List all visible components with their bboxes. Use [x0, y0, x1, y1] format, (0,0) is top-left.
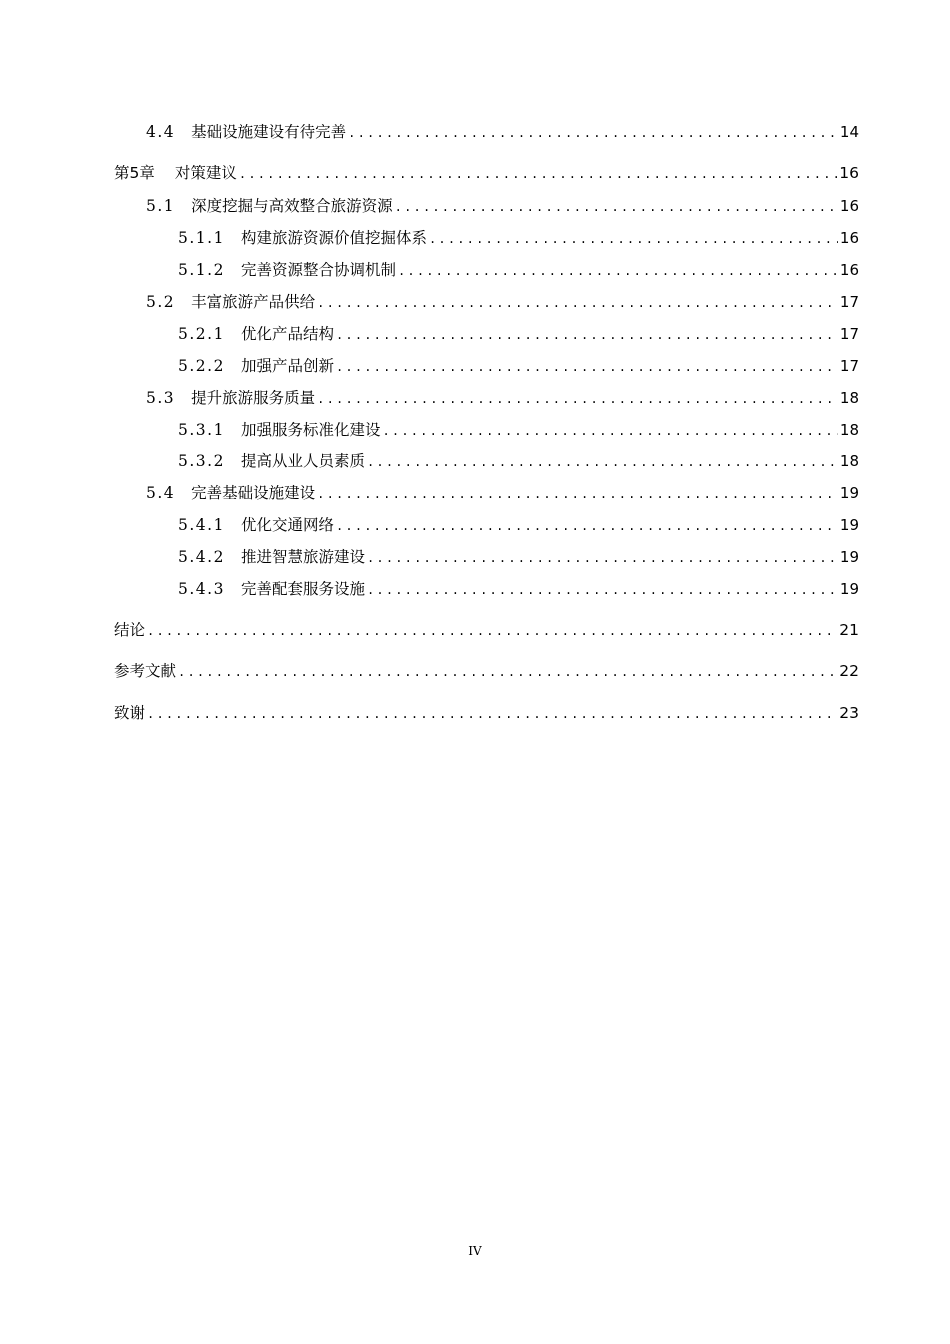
- toc-entry-page: 14: [839, 123, 859, 141]
- toc-entry-page: 23: [839, 704, 859, 722]
- toc-entry-page: 18: [839, 389, 859, 407]
- toc-entry-number: 5.1: [146, 197, 176, 215]
- toc-dot-leader: [367, 545, 838, 570]
- toc-entry-title: 优化产品结构: [240, 325, 334, 343]
- toc-entry-acknowledgements[interactable]: [114, 700, 859, 726]
- toc-entry-number: 5.1.1: [178, 229, 225, 247]
- toc-dot-leader: [367, 577, 838, 602]
- toc-entry-title: 深度挖掘与高效整合旅游资源: [191, 197, 393, 215]
- toc-entry-5-3-2[interactable]: [178, 448, 859, 474]
- toc-dot-leader: [317, 386, 838, 411]
- toc-entry-number: 第5章: [114, 164, 155, 182]
- toc-entry-number: 5.4.3: [178, 580, 225, 598]
- toc-entry-title: 加强产品创新: [240, 357, 334, 375]
- toc-dot-leader: [395, 194, 838, 219]
- toc-entry-5-4-3[interactable]: [178, 576, 859, 602]
- toc-dot-leader: [336, 354, 838, 379]
- toc-entry-references[interactable]: [114, 658, 859, 684]
- toc-entry-page: 18: [839, 452, 859, 470]
- toc-entry-5-1[interactable]: [146, 193, 859, 219]
- toc-entry-page: 19: [839, 580, 859, 598]
- toc-entry-title: 推进智慧旅游建设: [240, 548, 365, 566]
- toc-dot-leader: [429, 226, 838, 251]
- toc-entry-page: 19: [839, 516, 859, 534]
- toc-entry-page: 16: [839, 164, 859, 182]
- toc-entry-conclusion[interactable]: [114, 617, 859, 643]
- toc-entry-title: 完善资源整合协调机制: [240, 261, 396, 279]
- toc-entry-title: 基础设施建设有待完善: [191, 123, 347, 141]
- toc-entry-chapter-5[interactable]: [114, 160, 859, 186]
- toc-entry-title: 提高从业人员素质: [240, 452, 365, 470]
- toc-entry-title: 构建旅游资源价值挖掘体系: [240, 229, 427, 247]
- toc-entry-number: 5.1.2: [178, 261, 225, 279]
- toc-entry-number: 5.2.2: [178, 357, 225, 375]
- toc-dot-leader: [336, 322, 838, 347]
- toc-entry-title: 完善配套服务设施: [240, 580, 365, 598]
- toc-dot-leader: [398, 258, 838, 283]
- toc-entry-number: 5.2: [146, 293, 176, 311]
- toc-dot-leader: [382, 418, 837, 443]
- toc-entry-5-1-2[interactable]: [178, 257, 859, 283]
- toc-dot-leader: [147, 701, 837, 726]
- toc-entry-title: 对策建议: [174, 164, 237, 182]
- toc-entry-title: 完善基础设施建设: [191, 484, 316, 502]
- toc-entry-5-1-1[interactable]: [178, 225, 859, 251]
- toc-entry-page: 17: [839, 357, 859, 375]
- toc-dot-leader: [239, 161, 837, 186]
- toc-entry-5-3-1[interactable]: [178, 417, 859, 443]
- toc-entry-title: 结论: [114, 621, 146, 639]
- toc-dot-leader: [367, 449, 838, 474]
- toc-entry-page: 16: [839, 261, 859, 279]
- toc-entry-number: 5.2.1: [178, 325, 225, 343]
- toc-entry-number: 5.4.2: [178, 548, 225, 566]
- toc-entry-page: 19: [839, 484, 859, 502]
- toc-dot-leader: [317, 290, 838, 315]
- toc-entry-page: 18: [839, 421, 859, 439]
- toc-entry-title: 提升旅游服务质量: [191, 389, 316, 407]
- toc-dot-leader: [178, 659, 837, 684]
- toc-entry-page: 17: [839, 293, 859, 311]
- toc-entry-5-4[interactable]: [146, 480, 859, 506]
- toc-entry-title: 丰富旅游产品供给: [191, 293, 316, 311]
- toc-entry-title: 致谢: [114, 704, 146, 722]
- toc-entry-5-2[interactable]: [146, 289, 859, 315]
- toc-entry-page: 21: [839, 621, 859, 639]
- toc-entry-5-4-1[interactable]: [178, 512, 859, 538]
- toc-entry-title: 优化交通网络: [240, 516, 334, 534]
- toc-entry-page: 22: [839, 662, 859, 680]
- toc-dot-leader: [147, 618, 837, 643]
- toc-entry-page: 19: [839, 548, 859, 566]
- page-number: IV: [468, 1244, 482, 1258]
- toc-entry-number: 5.3.2: [178, 452, 225, 470]
- toc-entry-number: 5.4: [146, 484, 176, 502]
- toc-entry-title: 加强服务标准化建设: [240, 421, 381, 439]
- toc-entry-page: 17: [839, 325, 859, 343]
- toc-entry-number: 5.3: [146, 389, 176, 407]
- toc-entry-title: 参考文献: [114, 662, 177, 680]
- toc-entry-number: 5.3.1: [178, 421, 225, 439]
- toc-entry-page: 16: [839, 229, 859, 247]
- toc-entry-5-2-2[interactable]: [178, 353, 859, 379]
- toc-entry-number: 4.4: [146, 123, 176, 141]
- toc-entry-page: 16: [839, 197, 859, 215]
- toc-entry-5-2-1[interactable]: [178, 321, 859, 347]
- toc-entry-5-4-2[interactable]: [178, 544, 859, 570]
- toc-dot-leader: [317, 481, 838, 506]
- toc-dot-leader: [348, 120, 838, 145]
- toc-dot-leader: [336, 513, 838, 538]
- toc-entry-number: 5.4.1: [178, 516, 225, 534]
- toc-entry-4-4[interactable]: [146, 119, 859, 145]
- toc-entry-5-3[interactable]: [146, 385, 859, 411]
